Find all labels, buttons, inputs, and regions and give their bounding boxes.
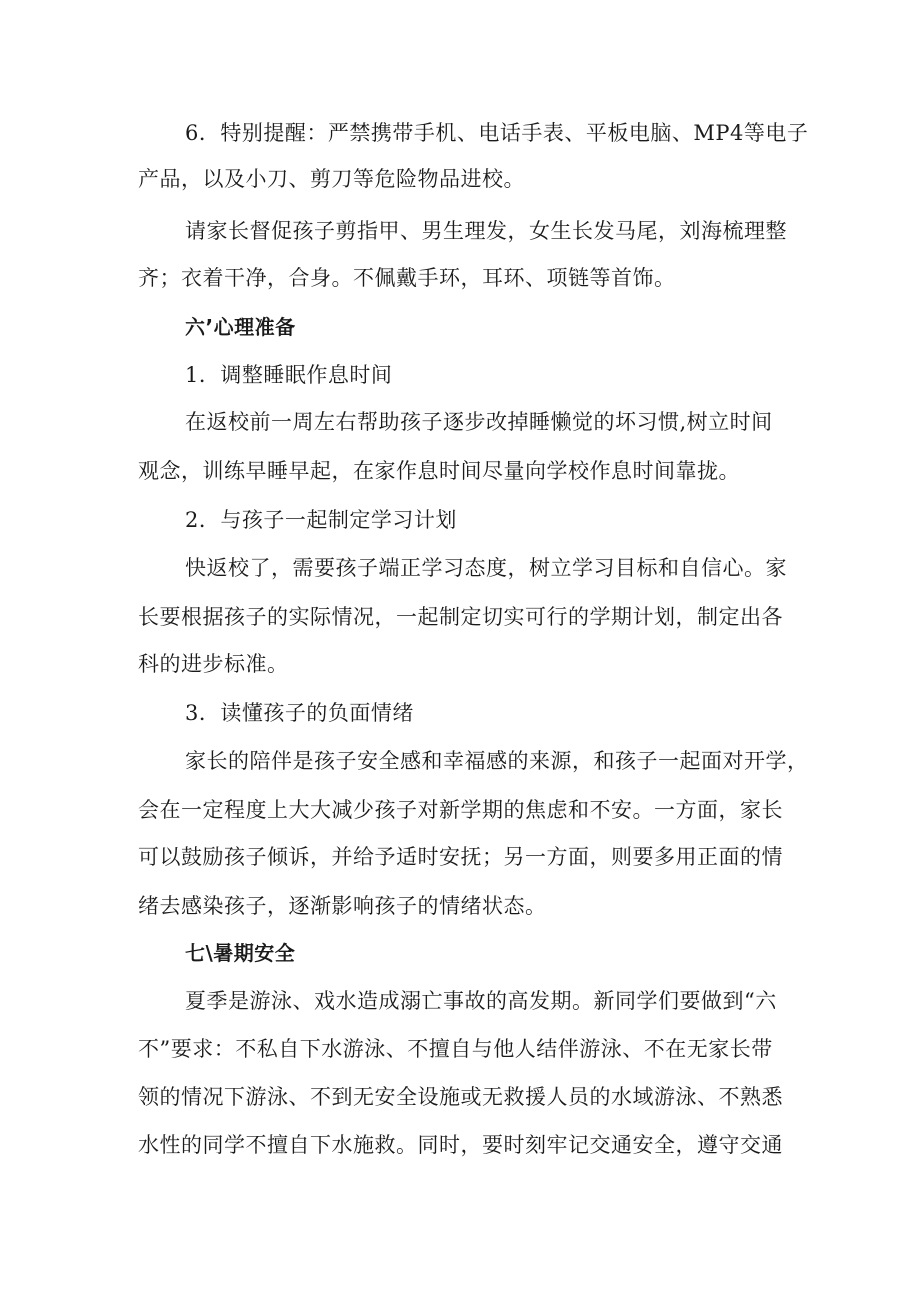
text-line: 可以鼓励孩子倾诉，并给予适时安抚；另一方面，则要多用正面的情 <box>138 845 783 869</box>
subheading-study-plan: 2．与孩子一起制定学习计划 <box>185 508 457 532</box>
text-line: 会在一定程度上大大减少孩子对新学期的焦虑和不安。一方面，家长 <box>138 798 783 822</box>
paragraph-summer-safety: 夏季是游泳、戏水造成溺亡事故的高发期。新同学们要做到“六 <box>185 989 777 1013</box>
subheading-sleep-schedule: 1．调整睡眠作息时间 <box>185 363 393 387</box>
section-heading-summer-safety: 七\暑期安全 <box>185 941 296 965</box>
text-line: 不”要求：不私自下水游泳、不擅自与他人结伴游泳、不在无家长带 <box>138 1037 773 1061</box>
text-line: 领的情况下游泳、不到无安全设施或无救援人员的水域游泳、不熟悉 <box>138 1085 783 1109</box>
paragraph-study-plan: 快返校了，需要孩子端正学习态度，树立学习目标和自信心。家 <box>185 556 787 580</box>
text-line: 齐；衣着干净，合身。不佩戴手环，耳环、项链等首饰。 <box>138 266 676 290</box>
section-heading-psychological-prep: 六’心理准备 <box>185 315 296 339</box>
text-line: 科的进步标准。 <box>138 652 289 676</box>
text-line: 观念，训练早睡早起，在家作息时间尽量向学校作息时间靠拢。 <box>138 459 740 483</box>
paragraph-sleep: 在返校前一周左右帮助孩子逐步改掉睡懒觉的坏习惯,树立时间 <box>185 410 773 434</box>
paragraph-appearance: 请家长督促孩子剪指甲、男生理发，女生长发马尾，刘海梳理整 <box>185 219 787 243</box>
text-line: 绪去感染孩子，逐渐影响孩子的情绪状态。 <box>138 894 547 918</box>
paragraph-emotions: 家长的陪伴是孩子安全感和幸福感的来源，和孩子一起面对开学， <box>185 749 809 773</box>
subheading-negative-emotions: 3．读懂孩子的负面情绪 <box>185 701 414 725</box>
text-line: 产品，以及小刀、剪刀等危险物品进校。 <box>138 167 525 191</box>
text-line: 长要根据孩子的实际情况，一起制定切实可行的学期计划，制定出各 <box>138 605 783 629</box>
item-6-reminder: 6．特别提醒：严禁携带手机、电话手表、平板电脑、MP4等电子 <box>185 121 809 145</box>
text-line: 水性的同学不擅自下水施救。同时，要时刻牢记交通安全，遵守交通 <box>138 1133 783 1157</box>
